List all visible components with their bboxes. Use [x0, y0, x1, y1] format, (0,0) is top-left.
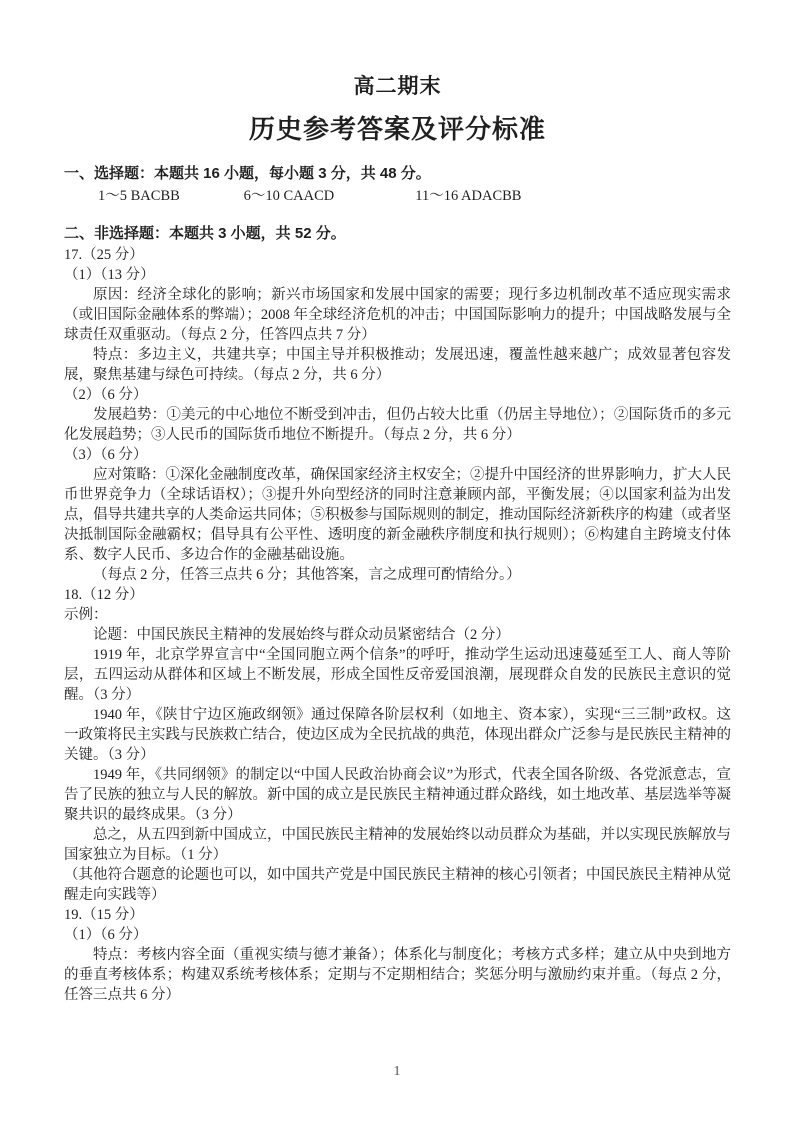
q18-para-1940: 1940 年，《陕甘宁边区施政纲领》通过保障各阶层权利（如地主、资本家），实现“三三制”政权。这一政策将民主实践与民族救亡结合，使边区成为全民抗战的典范，体现出群众广泛参与是民族民主精神的关键。（3 分）: [64, 707, 731, 763]
q17-part2-label: （2）（6 分）: [64, 387, 148, 403]
doc-subtitle: 历史参考答案及评分标准: [248, 114, 546, 144]
q17-part3-label: （3）（6 分）: [64, 447, 148, 463]
q17-part2-trends: 发展趋势：①美元的中心地位不断受到冲击，但仍占较大比重（仍居主导地位）；②国际货币的多元化发展趋势；③人民币的国际货币地位不断提升。（每点 2 分，共 6 分）: [64, 407, 731, 443]
q17-part1-reason: 原因：经济全球化的影响；新兴市场国家和发展中国家的需要；现行多边机制改革不适应现实需求（或旧国际金融体系的弊端）；2008 年全球经济危机的冲击；中国国际影响力的提升；中国战略发展与全球责任双重驱动。（每点 2 分，任答四点共 7 分）: [64, 287, 731, 343]
q19-part1-features: 特点：考核内容全面（重视实绩与德才兼备）；体系化与制度化；考核方式多样；建立从中央到地方的垂直考核体系；构建双系统考核体系；定期与不定期相结合；奖惩分明与激励约束并重。（每点 2 分，任答三点共 6 分）: [64, 947, 731, 1003]
q18-conclusion: 总之，从五四到新中国成立，中国民族民主精神的发展始终以动员群众为基础，并以实现民族解放与国家独立为目标。（1 分）: [64, 827, 731, 863]
choice-answers-1-5: 1～5 BACBB: [98, 188, 180, 204]
section-choice-heading: 一、选择题：本题共 16 小题，每小题 3 分，共 48 分。: [64, 165, 431, 182]
q17-part3-note: （每点 2 分，任答三点共 6 分；其他答案，言之成理可酌情给分。）: [93, 567, 521, 583]
q18-number: 18.（12 分）: [64, 587, 144, 603]
choice-answers-6-10: 6～10 CAACD: [243, 188, 335, 204]
page-number: 1: [393, 1064, 401, 1079]
q18-para-1949: 1949 年，《共同纲领》的制定以“中国人民政治协商会议”为形式，代表全国各阶级、各党派意志，宣告了民族的独立与人民的解放。新中国的成立是民族民主精神通过群众路线，如土地改革、基层选举等凝聚共识的最终成果。（3 分）: [64, 767, 731, 823]
q17-part1-features: 特点：多边主义，共建共享；中国主导并积极推动；发展迅速，覆盖性越来越广；成效显著包容发展，聚焦基建与绿色可持续。（每点 2 分，共 6 分）: [64, 347, 731, 383]
q18-thesis: 论题：中国民族民主精神的发展始终与群众动员紧密结合（2 分）: [93, 627, 510, 643]
choice-answers-11-16: 11～16 ADACBB: [415, 188, 522, 204]
q17-part3-strategies: 应对策略：①深化金融制度改革，确保国家经济主权安全；②提升中国经济的世界影响力，扩大人民币世界竞争力（全球话语权）；③提升外向型经济的同时注意兼顾内部，平衡发展；④以国家利益为出发点，倡导共建共享的人类命运共同体；⑤积极参与国际规则的制定，推动国际经济新秩序的构建（或者坚决抵制国际金融霸权；倡导具有公平性、透明度的新金融秩序制度和执行规则）；⑥构建自主跨境支付体系、数字人民币、多边合作的金融基础设施。: [64, 467, 731, 563]
section-nonchoice-heading: 二、非选择题：本题共 3 小题，共 52 分。: [64, 225, 346, 242]
choice-answers-row: [64, 185, 731, 207]
q17-number: 17.（25 分）: [64, 247, 144, 263]
q19-number: 19.（15 分）: [64, 907, 144, 923]
q18-example-label: 示例：: [64, 607, 108, 623]
q18-para-1919: 1919 年，北京学界宣言中“全国同胞立两个信条”的呼吁，推动学生运动迅速蔓延至工人、商人等阶层，五四运动从群体和区域上不断发展，形成全国性反帝爱国浪潮，展现群众自发的民族民主意识的觉醒。（3 分）: [64, 647, 731, 703]
doc-title: 高二期末: [353, 75, 442, 98]
q18-note: （其他符合题意的论题也可以，如中国共产党是中国民族民主精神的核心引领者；中国民族民主精神从觉醒走向实践等）: [64, 867, 731, 903]
q19-part1-label: （1）（6 分）: [64, 927, 148, 943]
q17-part1-label: （1）（13 分）: [64, 267, 155, 283]
